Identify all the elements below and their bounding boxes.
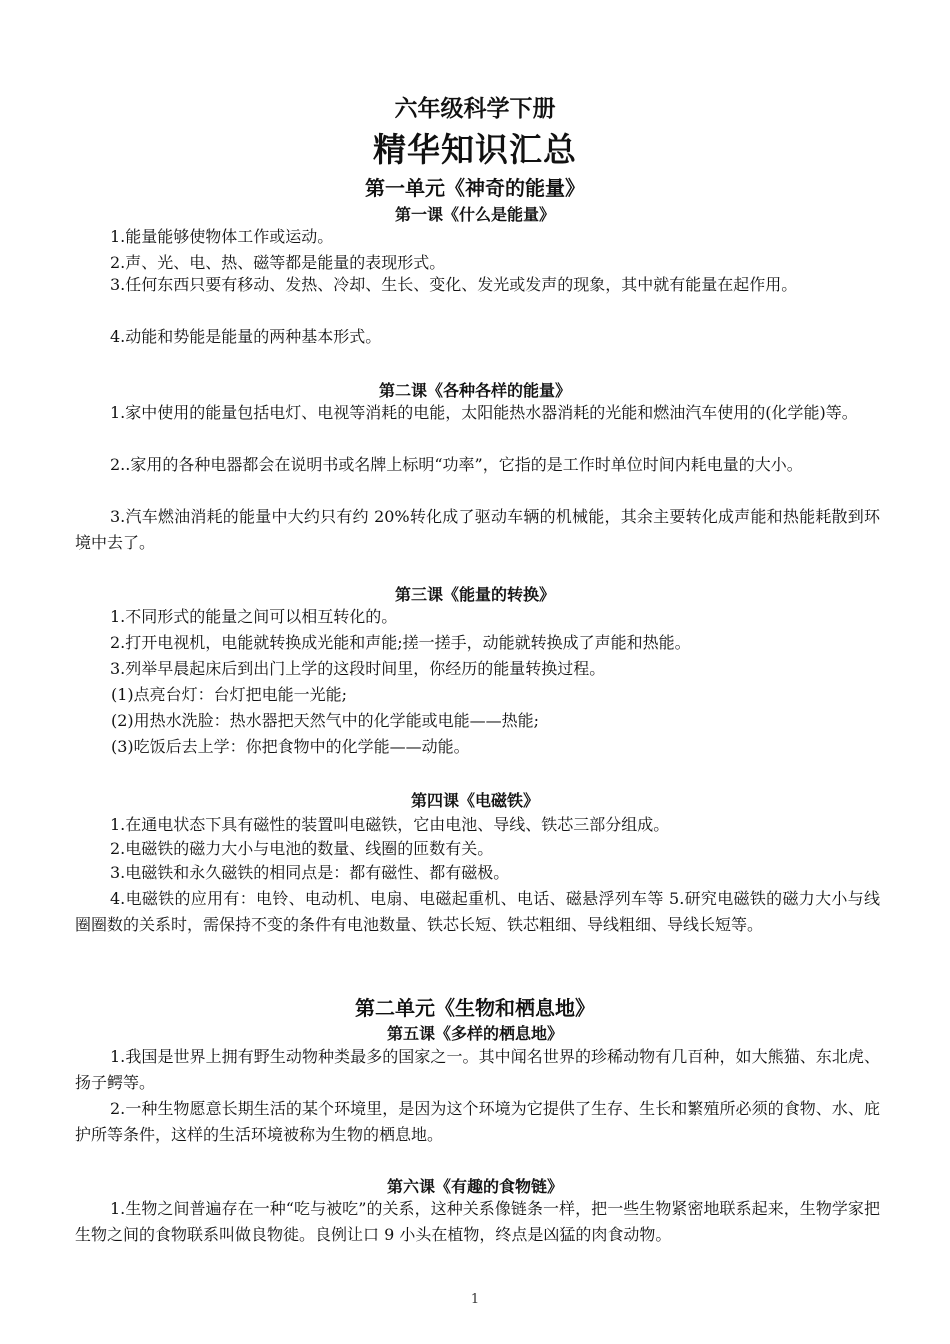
lesson-4-heading: 第四课《电磁铁》 xyxy=(410,791,539,810)
lesson-6-heading: 第六课《有趣的食物链》 xyxy=(386,1177,563,1196)
document-title: 六年级科学下册 xyxy=(394,96,556,122)
lesson-1-para-2: 2.声、光、电、热、磁等都是能量的表现形式。 xyxy=(110,253,446,272)
lesson-3-para-5: (2)用热水洗脸：热水器把天然气中的化学能或电能——热能; xyxy=(111,711,540,730)
lesson-4-para-1: 1.在通电状态下具有磁性的装置叫电磁铁，它由电池、导线、铁芯三部分组成。 xyxy=(110,815,670,834)
lesson-2-para-1: 1.家中使用的能量包括电灯、电视等消耗的电能，太阳能热水器消耗的光能和燃油汽车使用的(化学能)等。 xyxy=(110,403,858,422)
lesson-3-para-1: 1.不同形式的能量之间可以相互转化的。 xyxy=(110,607,398,626)
page-number: 1 xyxy=(470,1292,480,1307)
lesson-5-para-1: 1.我国是世界上拥有野生动物种类最多的国家之一。其中闻名世界的珍稀动物有几百种，如大熊猫、东北虎、扬子鳄等。 xyxy=(75,1047,880,1092)
lesson-6-para-1: 1.生物之间普遍存在一种“吃与被吃”的关系，这种关系像链条一样，把一些生物紧密地联系起来，生物学家把生物之间的食物联系叫做良物徙。良例让口 9 小头在植物，终点是凶猛的肉食动物。 xyxy=(75,1199,880,1244)
lesson-5-para-2: 2.一种生物愿意长期生活的某个环境里，是因为这个环境为它提供了生存、生长和繁殖所必须的食物、水、庇护所等条件，这样的生活环境被称为生物的栖息地。 xyxy=(75,1099,880,1144)
lesson-1-para-1: 1.能量能够使物体工作或运动。 xyxy=(110,227,334,246)
unit-2-heading: 第二单元《生物和栖息地》 xyxy=(355,996,595,1020)
lesson-2-para-3: 3.汽车燃油消耗的能量中大约只有约 20%转化成了驱动车辆的机械能，其余主要转化成声能和热能耗散到环境中去了。 xyxy=(75,507,880,552)
lesson-1-para-4: 4.动能和势能是能量的两种基本形式。 xyxy=(110,327,382,346)
lesson-4-para-3: 3.电磁铁和永久磁铁的相同点是：都有磁性、都有磁极。 xyxy=(110,863,510,882)
lesson-4-para-4: 4.电磁铁的应用有：电铃、电动机、电扇、电磁起重机、电话、磁悬浮列车等 5.研究电磁铁的磁力大小与线圈圈数的关系时，需保持不变的条件有电池数量、铁芯长短、铁芯粗细、导线粗细、导线长短等。 xyxy=(75,889,880,934)
lesson-3-para-3: 3.列举早晨起床后到出门上学的这段时间里，你经历的能量转换过程。 xyxy=(110,659,606,678)
lesson-3-heading: 第三课《能量的转换》 xyxy=(394,585,555,604)
unit-1-heading: 第一单元《神奇的能量》 xyxy=(365,176,585,200)
lesson-3-para-6: (3)吃饭后去上学：你把食物中的化学能——动能。 xyxy=(111,737,470,756)
lesson-4-para-2: 2.电磁铁的磁力大小与电池的数量、线圈的匝数有关。 xyxy=(110,839,494,858)
lesson-2-heading: 第二课《各种各样的能量》 xyxy=(378,381,571,400)
lesson-3-para-4: (1)点亮台灯：台灯把电能一光能; xyxy=(111,685,348,704)
lesson-5-heading: 第五课《多样的栖息地》 xyxy=(386,1024,563,1043)
lesson-1-para-3: 3.任何东西只要有移动、发热、冷却、生长、变化、发光或发声的现象，其中就有能量在起作用。 xyxy=(110,275,798,294)
document-subtitle: 精华知识汇总 xyxy=(373,130,577,169)
lesson-3-para-2: 2.打开电视机，电能就转换成光能和声能;搓一搓手，动能就转换成了声能和热能。 xyxy=(110,633,691,652)
lesson-2-para-2: 2..家用的各种电器都会在说明书或名牌上标明“功率”，它指的是工作时单位时间内耗电量的大小。 xyxy=(110,455,803,474)
lesson-1-heading: 第一课《什么是能量》 xyxy=(394,205,555,224)
